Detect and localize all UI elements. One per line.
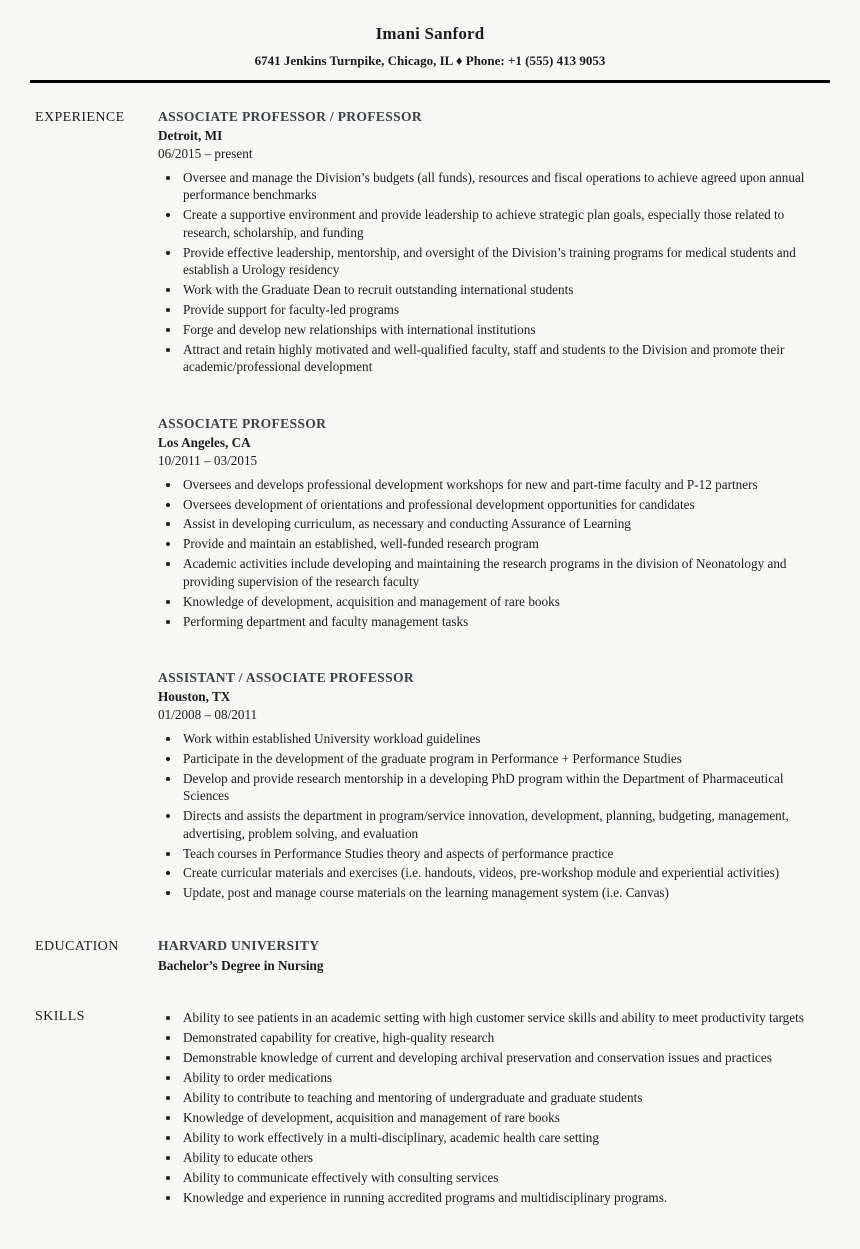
candidate-name: Imani Sanford xyxy=(375,24,485,43)
bullet-item: • Academic activities include developing and maintaining the research programs in the division of Neonatology and providing supervision of the research faculty xyxy=(181,555,830,590)
bullet-item: • Ability to work effectively in a multi-disciplinary, academic health care setting xyxy=(181,1129,830,1146)
bullet-item: • Knowledge of development, acquisition and management of rare books xyxy=(181,593,830,610)
bullet-item: • Assist in developing curriculum, as necessary and conducting Assurance of Learning xyxy=(181,515,830,532)
job-entry-3 xyxy=(158,670,830,902)
bullet-item: • Update, post and manage course materials on the learning management system (i.e. Canvas) xyxy=(181,884,830,901)
bullet-item: • Forge and develop new relationships with international institutions xyxy=(181,321,830,338)
bullet-item: • Develop and provide research mentorship in a developing PhD program within the Department of Pharmaceutical Sciences xyxy=(181,770,830,805)
bullet-item: • Provide and maintain an established, well-funded research program xyxy=(181,535,830,552)
job-entry-2 xyxy=(158,416,830,630)
bullet-item: • Attract and retain highly motivated and well-qualified faculty, staff and students to the Division and promote their academic/professional development xyxy=(181,341,830,376)
job-bullet-list xyxy=(158,169,830,376)
bullet-item: • Ability to order medications xyxy=(181,1069,830,1086)
bullet-item: • Directs and assists the department in program/service innovation, development, planning, budgeting, management, advertising, problem solving, and evaluation xyxy=(181,807,830,842)
job-dates: 06/2015 – present xyxy=(158,146,253,161)
bullet-item: • Oversees development of orientations and professional development opportunities for candidates xyxy=(181,496,830,513)
bullet-item: • Ability to see patients in an academic setting with high customer service skills and ability to meet productivity targets xyxy=(181,1009,830,1026)
school-name: HARVARD UNIVERSITY xyxy=(158,938,320,954)
header-divider xyxy=(30,80,830,83)
section-label-skills: SKILLS xyxy=(35,1009,85,1025)
bullet-item: • Provide effective leadership, mentorship, and oversight of the Division’s training programs for medical students and establish a Urology residency xyxy=(181,244,830,279)
job-title: ASSISTANT / ASSOCIATE PROFESSOR xyxy=(158,670,414,686)
job-location: Houston, TX xyxy=(158,689,231,705)
job-bullet-list xyxy=(158,730,830,902)
bullet-item: • Knowledge and experience in running accredited programs and multidisciplinary programs. xyxy=(181,1189,830,1206)
bullet-item: • Oversee and manage the Division’s budgets (all funds), resources and fiscal operations to achieve agreed upon annual performance benchmarks xyxy=(181,169,830,204)
bullet-item: • Ability to communicate effectively with consulting services xyxy=(181,1169,830,1186)
job-location: Los Angeles, CA xyxy=(158,434,251,450)
job-title: ASSOCIATE PROFESSOR / PROFESSOR xyxy=(158,109,422,124)
resume-header xyxy=(30,24,830,69)
contact-line: 6741 Jenkins Turnpike, Chicago, IL ♦ Phone: +1 (555) 413 9053 xyxy=(254,53,606,68)
job-title: ASSOCIATE PROFESSOR xyxy=(158,415,327,431)
bullet-item: • Teach courses in Performance Studies theory and aspects of performance practice xyxy=(181,845,830,862)
bullet-item: • Ability to contribute to teaching and mentoring of undergraduate and graduate students xyxy=(181,1089,830,1106)
job-dates: 10/2011 – 03/2015 xyxy=(158,452,258,468)
job-dates: 01/2008 – 08/2011 xyxy=(158,707,258,723)
bullet-item: • Work within established University workload guidelines xyxy=(181,730,830,747)
bullet-item: • Performing department and faculty management tasks xyxy=(181,613,830,630)
bullet-item: • Provide support for faculty-led programs xyxy=(181,301,830,318)
skills-content xyxy=(158,1008,830,1208)
job-entry-1 xyxy=(158,109,830,376)
bullet-item: • Create curricular materials and exercises (i.e. handouts, videos, pre-workshop module and experiential activities) xyxy=(181,864,830,881)
job-location: Detroit, MI xyxy=(158,128,223,143)
bullet-item: • Knowledge of development, acquisition and management of rare books xyxy=(181,1109,830,1126)
bullet-item: • Work with the Graduate Dean to recruit outstanding international students xyxy=(181,281,830,298)
bullet-item: • Demonstrable knowledge of current and developing archival preservation and conservation issues and practices xyxy=(181,1049,830,1066)
experience-section xyxy=(30,109,830,904)
bullet-item: • Ability to educate others xyxy=(181,1149,830,1166)
bullet-item: • Create a supportive environment and provide leadership to achieve strategic plan goals, especially those related to research, scholarship, and funding xyxy=(181,206,830,241)
bullet-item: • Participate in the development of the graduate program in Performance + Performance Studies xyxy=(181,750,830,767)
skills-bullet-list xyxy=(158,1009,830,1206)
experience-content xyxy=(158,109,830,904)
job-bullet-list xyxy=(158,476,830,630)
section-label-education: EDUCATION xyxy=(35,939,119,955)
education-content xyxy=(158,938,830,974)
degree-name: Bachelor’s Degree in Nursing xyxy=(158,958,324,974)
section-label-experience: EXPERIENCE xyxy=(35,110,125,125)
bullet-item: • Demonstrated capability for creative, high-quality research xyxy=(181,1029,830,1046)
skills-section xyxy=(30,1008,830,1208)
bullet-item: • Oversees and develops professional development workshops for new and part-time faculty and P-12 partners xyxy=(181,476,830,493)
education-section xyxy=(30,938,830,974)
